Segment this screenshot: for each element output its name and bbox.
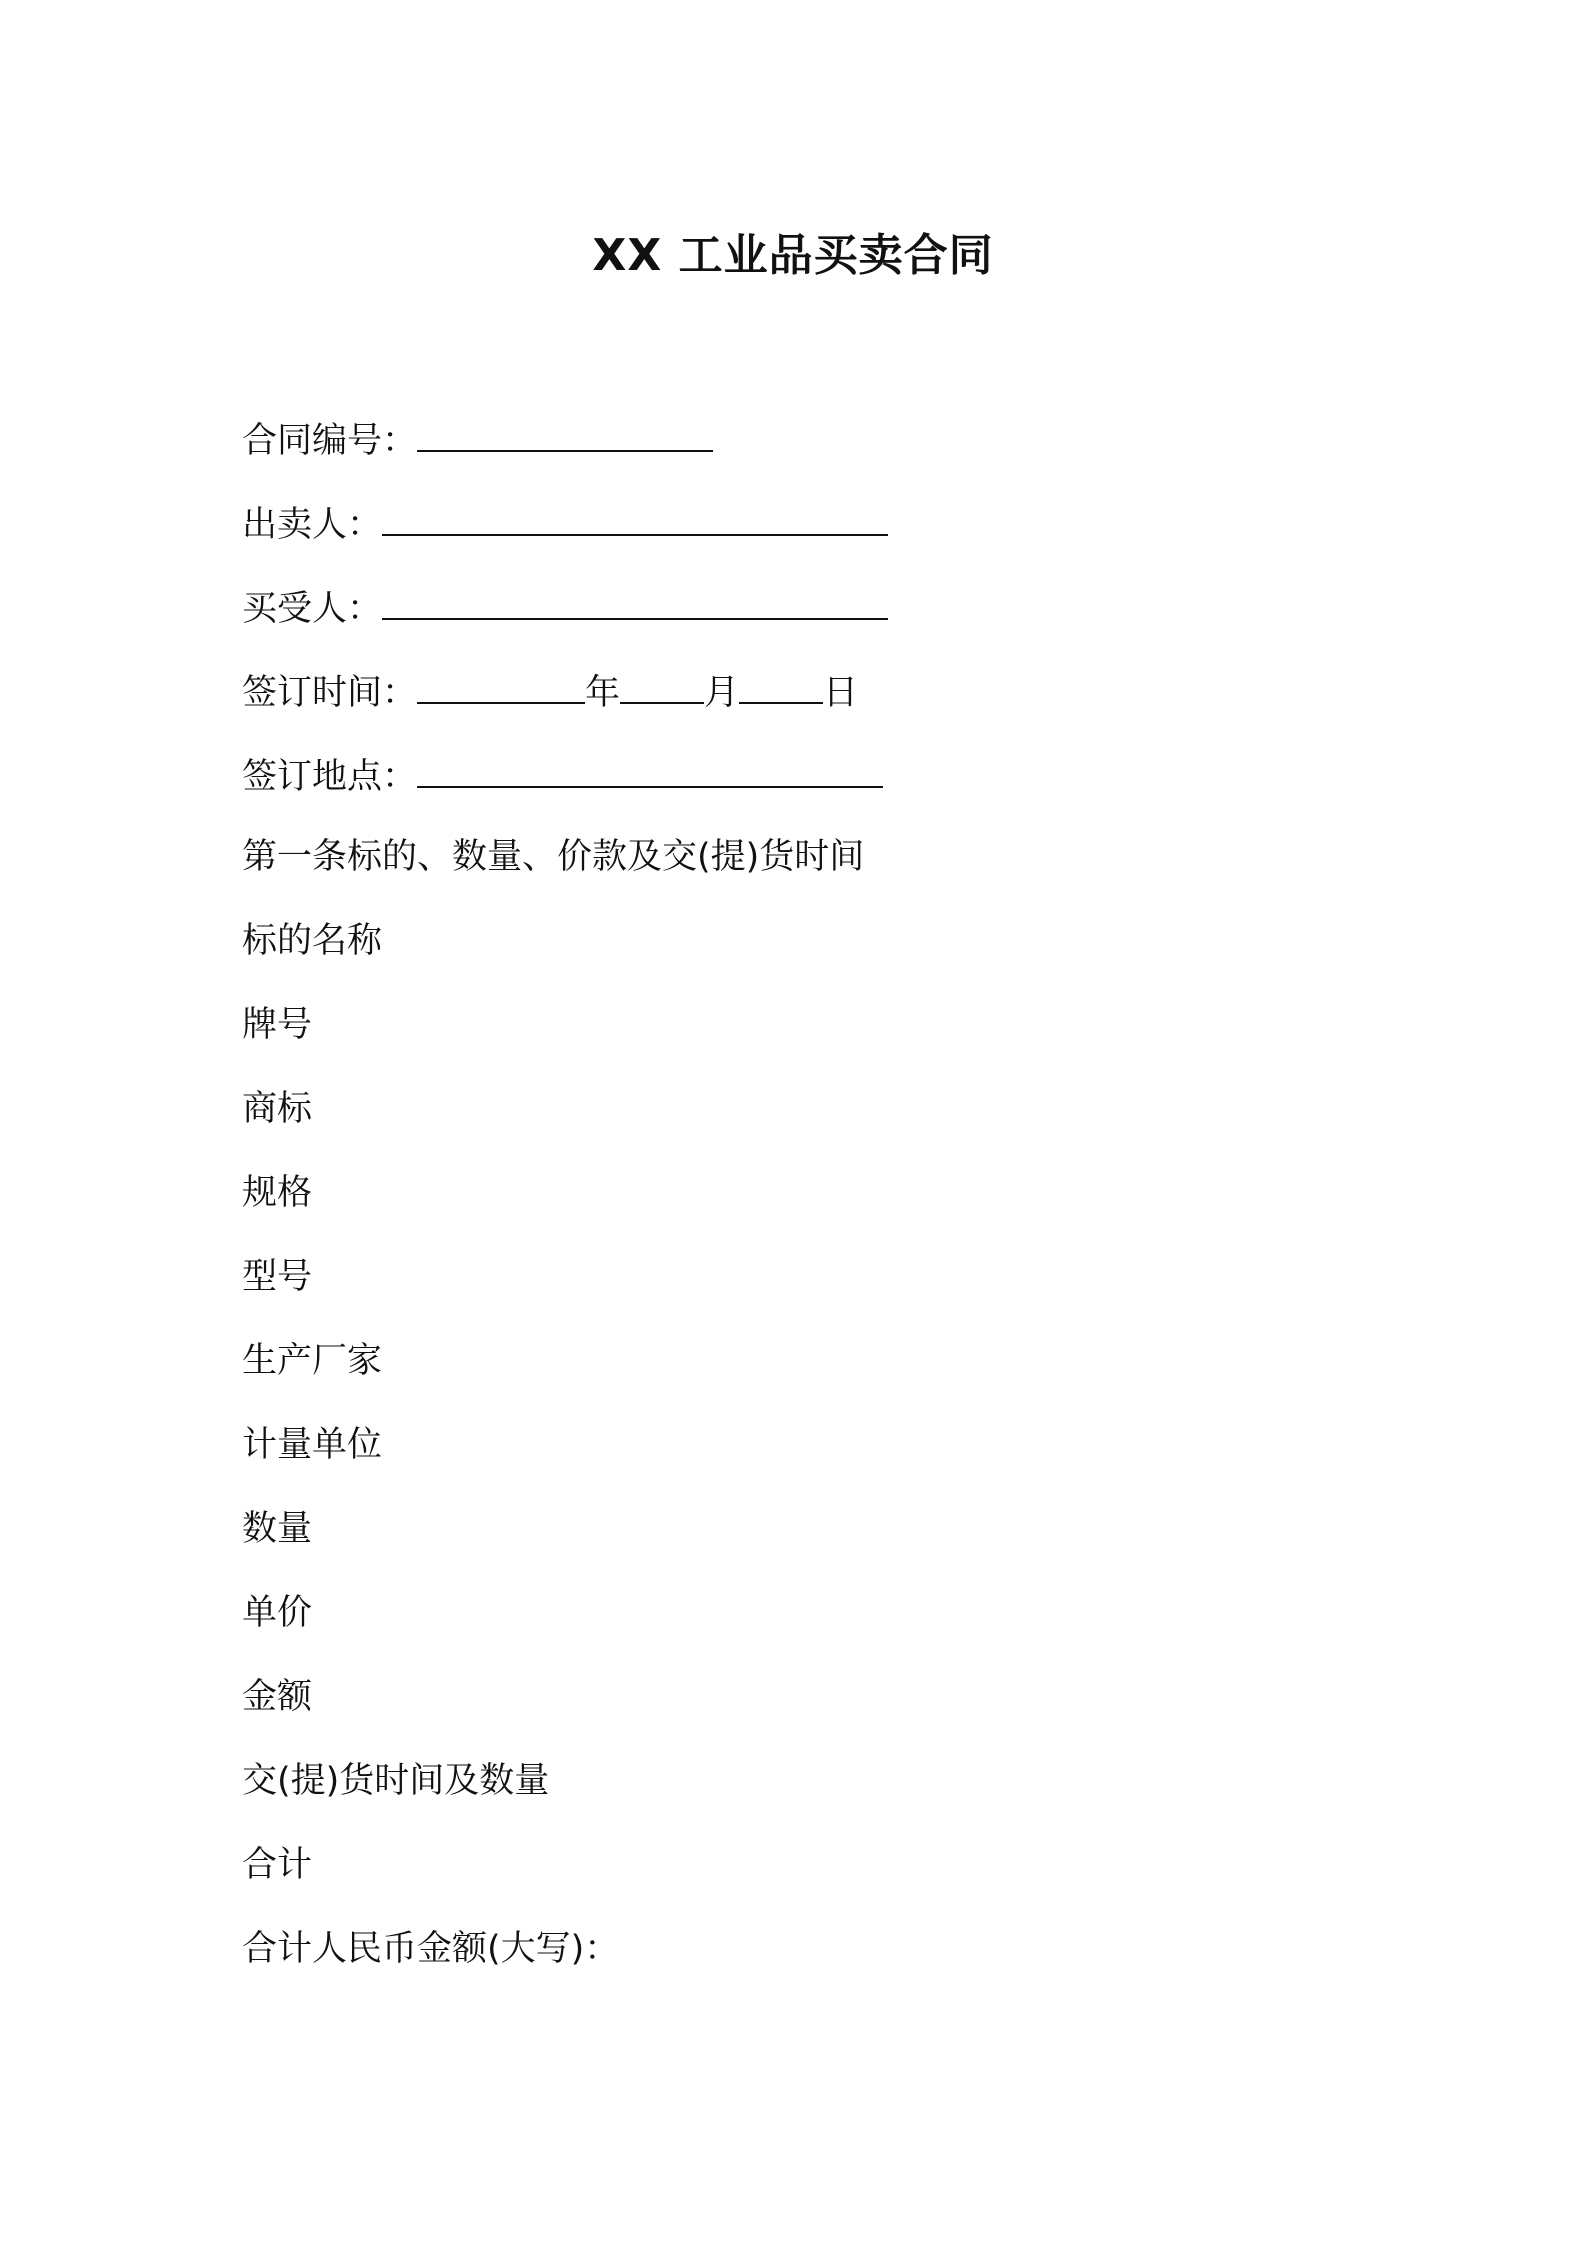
document-body [242, 410, 1362, 2006]
list-item-total-rmb-upper: 合计人民币金额(大写)： [242, 1929, 620, 1969]
year-label: 年 [585, 673, 621, 713]
article-one-heading: 第一条标的、数量、价款及交(提)货时间 [242, 837, 865, 877]
list-item-quantity: 数量 [242, 1509, 313, 1549]
document-title: XX 工业品买卖合同 [592, 230, 994, 281]
month-label: 月 [704, 673, 740, 713]
list-item-subject-name: 标的名称 [242, 921, 383, 961]
contract-number-line [242, 410, 1362, 494]
seller-label: 出卖人： [242, 505, 383, 545]
signing-date-line [242, 662, 1362, 746]
year-blank [417, 662, 585, 704]
buyer-line [242, 578, 1362, 662]
list-item-unit-price: 单价 [242, 1593, 313, 1633]
list-item-total: 合计 [242, 1845, 313, 1885]
list-item-manufacturer: 生产厂家 [242, 1341, 383, 1381]
signing-date-label: 签订时间： [242, 673, 418, 713]
buyer-blank [382, 578, 888, 620]
signing-place-blank [417, 746, 883, 788]
contract-number-blank [417, 410, 713, 452]
list-item-brand-number: 牌号 [242, 1005, 313, 1045]
list-item-delivery-time-quantity: 交(提)货时间及数量 [242, 1761, 550, 1801]
list-item-specification: 规格 [242, 1173, 313, 1213]
buyer-label: 买受人： [242, 589, 383, 629]
signing-place-line [242, 746, 1362, 830]
day-blank [739, 662, 823, 704]
signing-place-label: 签订地点： [242, 757, 418, 797]
list-item-model: 型号 [242, 1257, 313, 1297]
contract-number-label: 合同编号： [242, 421, 418, 461]
seller-line [242, 494, 1362, 578]
list-item-amount: 金额 [242, 1677, 313, 1717]
list-item-trademark: 商标 [242, 1089, 313, 1129]
day-label: 日 [823, 673, 859, 713]
month-blank [620, 662, 704, 704]
list-item-unit: 计量单位 [242, 1425, 383, 1465]
seller-blank [382, 494, 888, 536]
